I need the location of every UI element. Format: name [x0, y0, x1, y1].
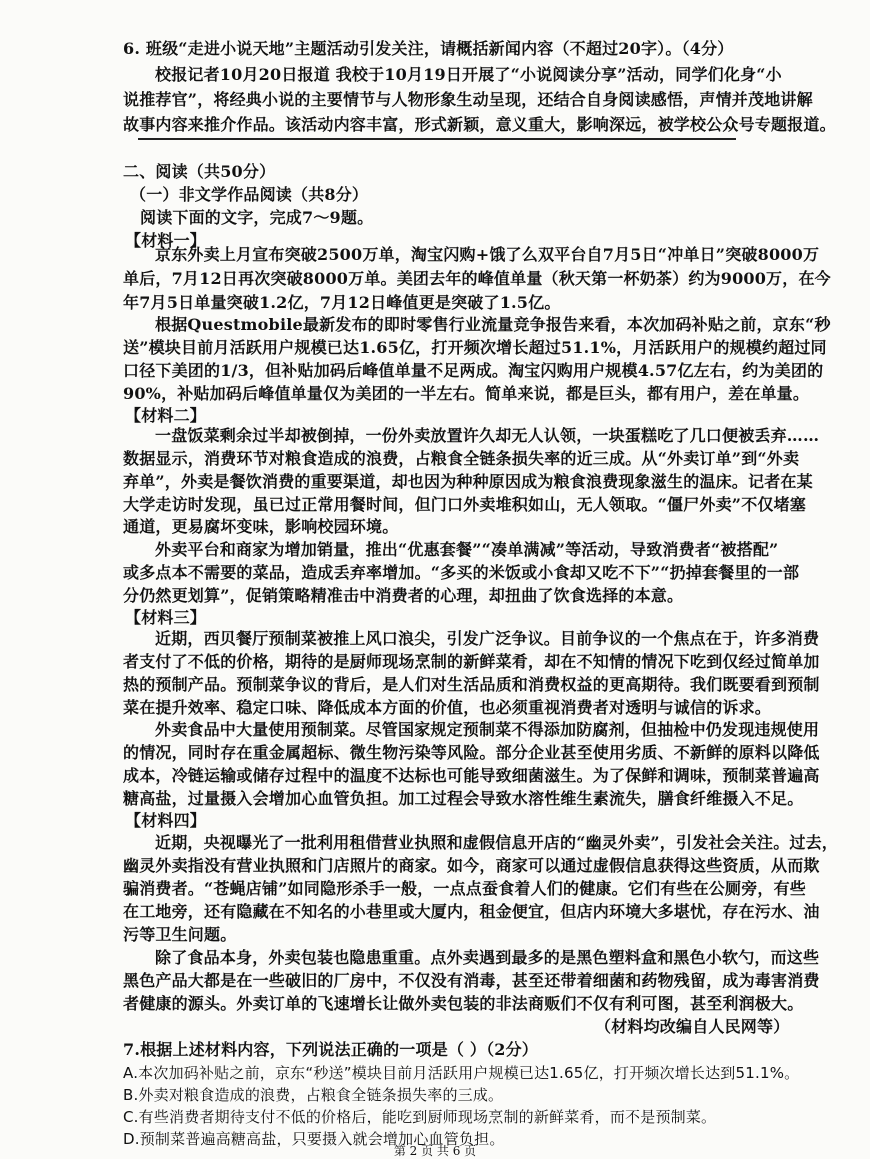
material3-line: 糖高盐，过量摄入会增加心血管负担。加工过程会导致水溶性维生素流失，膳食纤维摄入不足。 — [123, 789, 804, 808]
material2-line: 外卖平台和商家为增加销量，推出“优惠套餐”“凑单满减”等活动，导致消费者“被搭配” — [155, 540, 779, 559]
material4-line: 除了食品本身，外卖包装也隐患重重。点外卖遇到最多的是黑色塑料盒和黑色小软勺，而这些 — [155, 948, 820, 967]
section-title: 二、阅读（共50分） — [123, 162, 276, 181]
material1-line: 根据Questmobile最新发布的即时零售行业流量竞争报告来看，本次加码补贴之前，京东“秒 — [155, 315, 831, 334]
material4-line: 近期，央视曝光了一批利用租借营业执照和虚假信息开店的“幽灵外卖”，引发社会关注。过去， — [155, 833, 839, 852]
material2-line: 或多点本不需要的菜品，造成丢弃率增加。“多买的米饭或小食却又吃不下”“扔掉套餐里的一部 — [123, 563, 800, 582]
material-label: 【材料一】 — [125, 231, 207, 250]
material2-line: 分仍然更划算”，促销策略精准击中消费者的心理，却扭曲了饮食选择的本意。 — [123, 586, 684, 605]
material-label: 【材料四】 — [125, 811, 207, 830]
material4-line: 骗消费者。“苍蝇店铺”如同隐形杀手一般，一点点蚕食着人们的健康。它们有些在公厕旁，有些 — [123, 879, 807, 898]
subsection-title: （一）非文学作品阅读（共8分） — [130, 185, 369, 204]
q7-option-d: D.预制菜普遍高糖高盐，只要摄入就会增加心血管负担。 — [123, 1130, 505, 1148]
material3-line: 外卖食品中大量使用预制菜。尽管国家规定预制菜不得添加防腐剂，但抽检中仍发现违规使用 — [155, 720, 820, 739]
material3-line: 者支付了不低的价格，期待的是厨师现场烹制的新鲜菜肴，却在不知情的情况下吃到仅经过简单加 — [123, 652, 820, 671]
material-source: （材料均改编自人民网等） — [595, 1017, 790, 1036]
material3-line: 热的预制产品。预制菜争议的背后，是人们对生活品质和消费权益的更高期待。我们既要看到预制 — [123, 675, 820, 694]
material3-line: 近期，西贝餐厅预制菜被推上风口浪尖，引发广泛争议。目前争议的一个焦点在于，许多消费 — [155, 629, 820, 648]
material-label: 【材料三】 — [125, 608, 207, 627]
q6-question: 6. 班级“走进小说天地”主题活动引发关注，请概括新闻内容（不超过20字）。（4分） — [123, 39, 734, 58]
material3-line: 的情况，同时存在重金属超标、微生物污染等风险。部分企业甚至使用劣质、不新鲜的原料以降低 — [123, 743, 820, 762]
q7-option-a: A.本次加码补贴之前，京东“秒送”模块目前月活跃用户规模已达1.65亿，打开频次增长达到51.1%。 — [123, 1064, 800, 1082]
material3-line: 菜在提升效率、稳定口味、降低成本方面的价值，也必须重视消费者对透明与诚信的诉求。 — [123, 698, 772, 717]
q6-news-line: 故事内容来推介作品。该活动内容丰富，形式新颖，意义重大，影响深远，被学校公众号专题报道。 — [123, 115, 836, 134]
material1-line: 单后，7月12日再次突破8000万单。美团去年的峰值单量（秋天第一杯奶茶）约为9000万，在今 — [123, 269, 831, 288]
material1-line: 年7月5日单量突破1.2亿，7月12日峰值更是突破了1.5亿。 — [123, 293, 561, 312]
answer-line — [138, 138, 736, 140]
material2-line: 数据显示，消费环节对粮食造成的浪费，占粮食全链条损失率的近三成。从“外卖订单”到“外卖 — [123, 449, 800, 468]
q6-news-line: 说推荐官”，将经典小说的主要情节与人物形象生动呈现，还结合自身阅读感悟，声情并茂地讲解 — [123, 90, 813, 109]
material4-line: 污等卫生问题。 — [123, 925, 237, 944]
q7-option-b: B.外卖对粮食造成的浪费，占粮食全链条损失率的三成。 — [123, 1086, 504, 1104]
material-label: 【材料二】 — [125, 406, 207, 425]
q7-stem: 7.根据上述材料内容，下列说法正确的一项是（ ）（2分） — [123, 1040, 539, 1059]
material4-line: 者健康的源头。外卖订单的飞速增长让做外卖包装的非法商贩们不仅有利可图，甚至利润极大。 — [123, 994, 804, 1013]
material1-line: 送”模块目前月活跃用户规模已达1.65亿，打开频次增长超过51.1%，月活跃用户的规模约超过同 — [123, 338, 827, 357]
material2-line: 弃单”，外卖是餐饮消费的重要渠道，却也因为种种原因成为粮食浪费现象滋生的温床。记者在某 — [123, 472, 813, 491]
material4-line: 在工地旁，还有隐藏在不知名的小巷里或大厦内，租金便宜，但店内环境大多堪忧，存在污水、油 — [123, 902, 820, 921]
material2-line: 一盘饭菜剩余过半却被倒掉，一份外卖放置许久却无人认领，一块蛋糕吃了几口便被丢弃…… — [155, 426, 820, 445]
q6-news-line: 校报记者10月20日报道 我校于10月19日开展了“小说阅读分享”活动，同学们化身“小 — [155, 65, 782, 84]
material4-line: 黑色产品大都是在一些破旧的厂房中，不仅没有消毒，甚至还带着细菌和药物残留，成为毒害消费 — [123, 971, 820, 990]
material2-line: 通道，更易腐坏变味，影响校园环境。 — [123, 517, 399, 536]
reading-instruction: 阅读下面的文字，完成7～9题。 — [140, 208, 374, 227]
material1-line: 90%，补贴加码后峰值单量仅为美团的一半左右。简单来说，都是巨头，都有用户，差在单量。 — [123, 384, 810, 403]
material2-line: 大学走访时发现，虽已过正常用餐时间，但门口外卖堆积如山，无人领取。“僵尸外卖”不仅堵塞 — [123, 495, 807, 514]
material3-line: 成本，冷链运输或储存过程中的温度不达标也可能导致细菌滋生。为了保鲜和调味，预制菜普遍高 — [123, 766, 820, 785]
q7-option-c: C.有些消费者期待支付不低的价格后，能吃到厨师现场烹制的新鲜菜肴，而不是预制菜。 — [123, 1108, 717, 1126]
material4-line: 幽灵外卖指没有营业执照和门店照片的商家。如今，商家可以通过虚假信息获得这些资质，从而欺 — [123, 856, 820, 875]
page-footer: 第 2 页 共 6 页 — [393, 1144, 477, 1158]
material1-line: 京东外卖上月宣布突破2500万单，淘宝闪购+饿了么双平台自7月5日“冲单日”突破8000万 — [155, 245, 820, 264]
material1-line: 口径下美团的1/3，但补贴加码后峰值单量不足两成。淘宝闪购用户规模4.57亿左右，约为美团的 — [123, 361, 824, 380]
